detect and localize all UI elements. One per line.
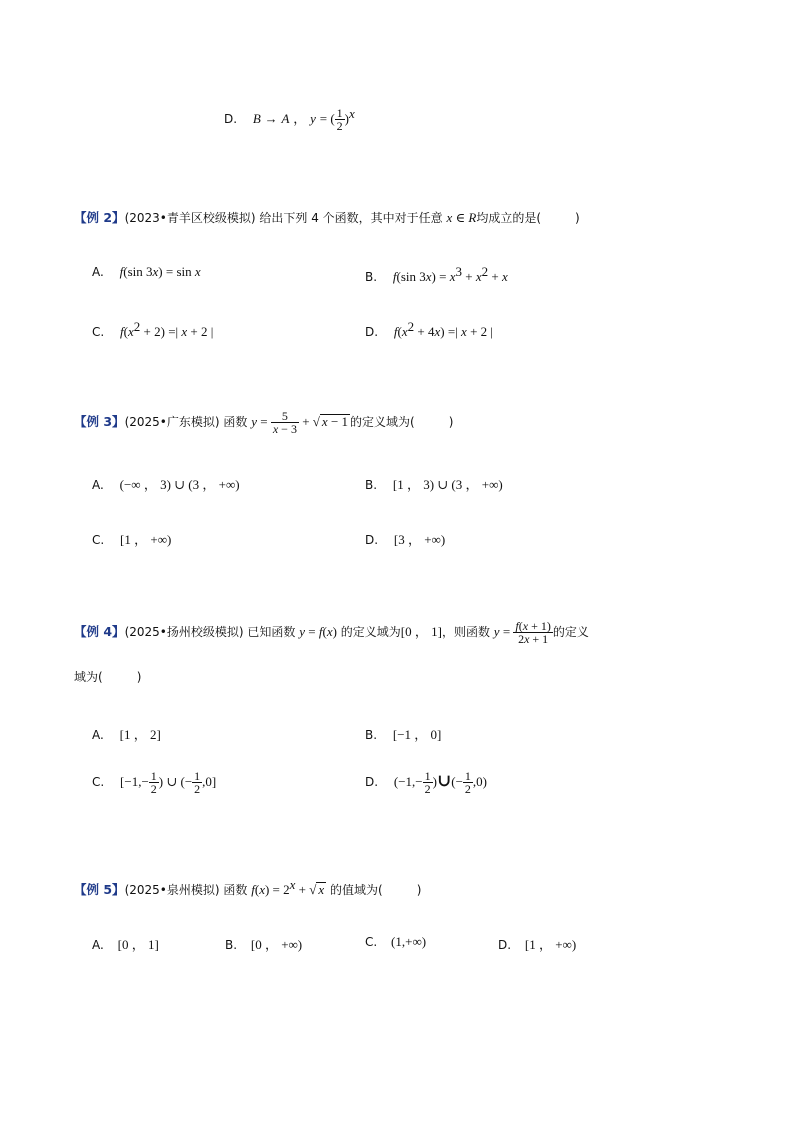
option-text: [1 ， +∞) bbox=[524, 937, 577, 952]
fraction: $\frac{f(x + 1)}{2x + 1}$ bbox=[515, 619, 551, 646]
question-ex5: 【例 5】(2025•泉州模拟) 函数 $f(x) = 2^x$ + √ x 的值域为( ) bbox=[74, 877, 422, 897]
option-text: [3 ， +∞) bbox=[393, 532, 446, 547]
ex2-option-c[interactable] bbox=[92, 319, 213, 340]
option-text: (−∞ ， 3) ∪ (3 ， +∞) bbox=[119, 477, 240, 492]
math: x bbox=[446, 210, 453, 225]
sqrt: x − 1 bbox=[321, 414, 349, 429]
ex5-option-d[interactable] bbox=[498, 934, 576, 953]
math: ∈ bbox=[452, 210, 469, 225]
math: y bbox=[493, 624, 500, 639]
ex4-option-d[interactable] bbox=[365, 770, 487, 795]
comma: ， bbox=[293, 111, 307, 126]
option-label: B. bbox=[225, 938, 238, 952]
math: = bbox=[257, 414, 271, 429]
sqrt: x bbox=[318, 882, 325, 897]
option-text: [0 ， 1] bbox=[117, 937, 159, 952]
math: + √ bbox=[298, 414, 320, 429]
math: y bbox=[251, 414, 257, 429]
question-stem-part: 的值域为( ) bbox=[330, 883, 422, 897]
fraction: $\frac{5}{x - 3}$ bbox=[272, 409, 297, 436]
ex4-option-c[interactable] bbox=[92, 770, 216, 795]
ex4-option-a[interactable] bbox=[92, 724, 161, 743]
question-ex4-line2 bbox=[74, 668, 141, 685]
question-stem-part: 的定义域为( ) bbox=[350, 415, 454, 429]
question-stem-part: 的定义域为 bbox=[340, 625, 401, 639]
question-source: (2025•扬州校级模拟) bbox=[124, 625, 244, 639]
math: ) bbox=[344, 111, 349, 126]
question-ex2 bbox=[74, 208, 580, 226]
option-math: (−1,− $\frac{1}{2}$ )∪(− $\frac{1}{2}$ ,0) bbox=[393, 769, 487, 796]
math: = ( bbox=[319, 111, 335, 126]
question-source: (2025•广东模拟) bbox=[124, 415, 220, 429]
arrow: → bbox=[264, 111, 278, 126]
ex2-option-d[interactable] bbox=[365, 319, 493, 340]
option-label: B. bbox=[365, 728, 378, 742]
option-label: D. bbox=[365, 325, 379, 339]
option-label: A. bbox=[92, 478, 104, 492]
math: [0 ， 1] bbox=[400, 624, 442, 639]
prev-option-d[interactable] bbox=[224, 106, 355, 132]
option-text: (1,+∞) bbox=[391, 934, 427, 949]
ex2-option-b[interactable] bbox=[365, 264, 508, 285]
option-label: B. bbox=[365, 478, 378, 492]
question-stem-part: 函数 bbox=[223, 883, 248, 897]
ex3-option-a[interactable] bbox=[92, 474, 240, 493]
option-label: D. bbox=[365, 533, 379, 547]
option-math: f(sin 3x) = sin x bbox=[119, 264, 201, 279]
exponent: x bbox=[349, 106, 355, 121]
question-stem-part: ，则函数 bbox=[441, 625, 490, 639]
math: R bbox=[468, 210, 477, 225]
option-text: [−1 ， 0] bbox=[392, 727, 442, 742]
question-source: (2025•泉州模拟) bbox=[124, 883, 220, 897]
math: f bbox=[251, 882, 255, 897]
question-stem-part: 均成立的是( ) bbox=[476, 211, 580, 225]
question-source: (2023•青羊区校级模拟) bbox=[124, 211, 256, 225]
option-math: [−1,− $\frac{1}{2}$ ) ∪ (− $\frac{1}{2}$ ,0] bbox=[120, 769, 217, 796]
ex2-option-a[interactable] bbox=[92, 264, 201, 280]
option-label: C. bbox=[365, 935, 378, 949]
option-text: [1 ， 3) ∪ (3 ， +∞) bbox=[392, 477, 503, 492]
option-text: [0 ， +∞) bbox=[250, 937, 303, 952]
ex3-option-c[interactable] bbox=[92, 529, 171, 548]
ex5-option-a[interactable] bbox=[92, 934, 159, 953]
question-tag: 【例 3】 bbox=[74, 414, 125, 429]
question-tag: 【例 4】 bbox=[74, 624, 125, 639]
question-ex4: 【例 4】(2025•扬州校级模拟) 已知函数 y = f(x) 的定义域为[0 ， 1]，则函数 y = $\frac{f(x + 1)}{2x + 1}$ 的定义 bbox=[74, 619, 589, 646]
math: A bbox=[281, 111, 290, 126]
option-label: D. bbox=[224, 112, 238, 126]
ex4-option-b[interactable] bbox=[365, 724, 441, 743]
question-tag: 【例 2】 bbox=[74, 210, 125, 225]
math: y bbox=[299, 624, 305, 639]
question-stem-part: 已知函数 bbox=[247, 625, 296, 639]
option-math: f(sin $3x) = x^3 + x^2 + x$ bbox=[392, 264, 508, 284]
option-text: [1 ， 2] bbox=[119, 727, 161, 742]
fraction: $\frac{1}{2}$ bbox=[336, 106, 343, 133]
question-tag: 【例 5】 bbox=[74, 882, 125, 897]
question-stem-part: 的定义 bbox=[552, 625, 589, 639]
math: B bbox=[252, 111, 261, 126]
option-label: C. bbox=[92, 533, 105, 547]
question-ex3 bbox=[74, 410, 453, 435]
option-math: $f(x^2 + 4x)$ =| x + 2 | bbox=[393, 319, 493, 339]
question-stem-part: 给出下列 4 个函数，其中对于任意 bbox=[259, 211, 443, 225]
option-label: B. bbox=[365, 270, 378, 284]
math: y bbox=[310, 111, 316, 126]
ex5-option-c[interactable] bbox=[365, 934, 426, 950]
ex3-option-d[interactable] bbox=[365, 529, 445, 548]
option-label: A. bbox=[92, 728, 104, 742]
option-text: [1 ， +∞) bbox=[120, 532, 172, 547]
ex3-option-b[interactable] bbox=[365, 474, 503, 493]
option-label: C. bbox=[92, 325, 105, 339]
ex5-option-b[interactable] bbox=[225, 934, 302, 953]
question-stem-part: 函数 bbox=[223, 415, 248, 429]
option-label: A. bbox=[92, 938, 104, 952]
option-label: D. bbox=[365, 775, 379, 789]
option-label: A. bbox=[92, 265, 104, 279]
option-math: $f(x^2 + 2)$ =| x + 2 | bbox=[120, 319, 214, 339]
option-label: D. bbox=[498, 938, 512, 952]
option-label: C. bbox=[92, 775, 105, 789]
question-stem-part: 域为( ) bbox=[74, 670, 142, 684]
